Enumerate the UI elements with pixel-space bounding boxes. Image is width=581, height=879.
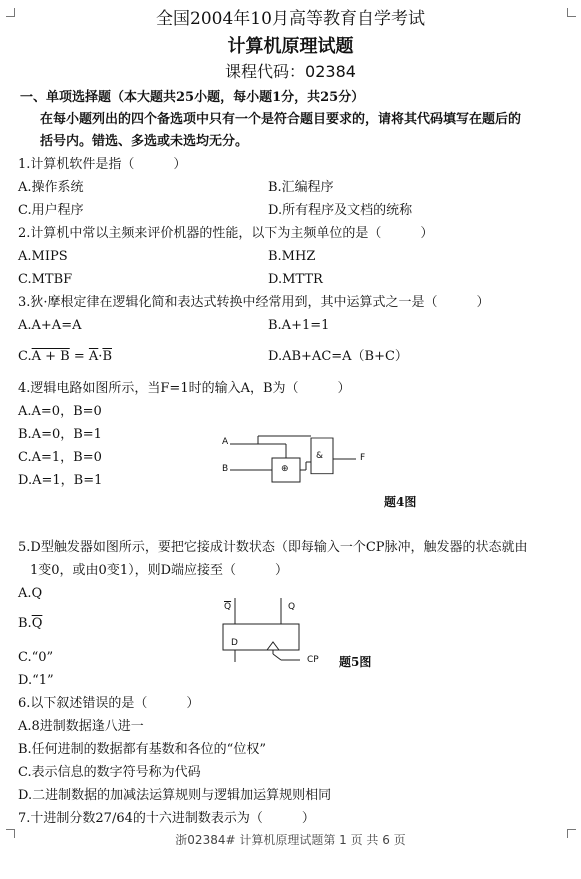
logic-circuit-diagram xyxy=(218,432,378,492)
logic-circuit-figure xyxy=(218,432,378,492)
question-6-option-c: C.表示信息的数字符号称为代码 xyxy=(18,765,201,780)
question-1-option-d: D.所有程序及文档的统称 xyxy=(268,203,413,218)
fig4-label-f: F xyxy=(360,453,366,463)
fig5-label-d: D xyxy=(231,638,238,648)
question-1-option-c: C.用户程序 xyxy=(18,203,84,218)
question-2-option-c: C.MTBF xyxy=(18,272,73,287)
question-5-stem-line2: 1变0，或由0变1），则D端应接至（ ） xyxy=(30,563,289,578)
question-3-option-b: B.A+1=1 xyxy=(268,318,330,333)
question-5-option-c: C.“0” xyxy=(18,650,54,665)
question-4-option-c: C.A=1，B=0 xyxy=(18,450,102,465)
fig5-label-q: Q xyxy=(288,602,296,612)
question-5-option-d: D.“1” xyxy=(18,673,54,688)
question-6-stem: 6.以下叙述错误的是（ ） xyxy=(18,696,200,711)
formula-lhs-overlined: A + B xyxy=(31,349,70,364)
question-2-option-d: D.MTTR xyxy=(268,272,323,287)
question-3-option-d: D.AB+AC=A（B+C） xyxy=(268,349,408,364)
question-3-option-c xyxy=(18,349,112,365)
course-code: 课程代码：02384 xyxy=(225,62,356,81)
question-3-stem: 3.狄·摩根定律在逻辑化简和表达式转换中经常用到，其中运算式之一是（ ） xyxy=(18,295,490,310)
question-4-option-a: A.A=0，B=0 xyxy=(18,404,102,419)
question-5-option-b-label: B. xyxy=(18,616,32,631)
subject-title: 计算机原理试题 xyxy=(227,36,354,57)
fig5-label-cp: CP xyxy=(307,655,319,665)
question-2-option-b: B.MHZ xyxy=(268,249,316,264)
question-1-stem: 1.计算机软件是指（ ） xyxy=(18,157,187,172)
formula-b-bar: $\overline{B}$ xyxy=(102,349,112,364)
question-5-option-b xyxy=(18,616,42,632)
section-heading: 一、单项选择题（本大题共25小题，每小题1分，共25分） xyxy=(20,90,365,105)
question-4-option-d: D.A=1，B=1 xyxy=(18,473,103,488)
question-4-option-b: B.A=0，B=1 xyxy=(18,427,102,442)
question-6-option-a: A.8进制数据逢八进一 xyxy=(18,719,144,734)
exam-title: 全国2004年10月高等教育自学考试 xyxy=(156,9,425,29)
q-bar-symbol: $\overline{Q}$ xyxy=(31,616,43,631)
section-instructions-line1: 在每小题列出的四个备选项中只有一个是符合题目要求的，请将其代码填写在题后的 xyxy=(40,112,522,127)
question-2-option-a: A.MIPS xyxy=(18,249,68,264)
formula-dot: · xyxy=(98,349,103,364)
formula-equals: = xyxy=(69,349,89,364)
page-footer: 浙02384# 计算机原理试题第 1 页 共 6 页 xyxy=(175,833,406,847)
formula-a-bar: $\overline{A}$ xyxy=(88,349,99,364)
question-5-stem-line1: 5.D型触发器如图所示，要把它接成计数状态（即每输入一个CP脉冲，触发器的状态就由 xyxy=(18,540,528,555)
question-1-option-a: A.操作系统 xyxy=(18,180,84,195)
question-2-stem: 2.计算机中常以主频来评价机器的性能，以下为主频单位的是（ ） xyxy=(18,226,434,241)
question-6-option-b: B.任何进制的数据都有基数和各位的“位权” xyxy=(18,742,266,757)
question-7-stem: 7.十进制分数27/64的十六进制数表示为（ ） xyxy=(18,811,315,826)
d-flipflop-figure xyxy=(215,594,335,669)
question-1-option-b: B.汇编程序 xyxy=(268,180,334,195)
fig4-and-symbol: & xyxy=(316,451,324,461)
question-5-option-a: A.Q xyxy=(18,586,43,601)
fig4-label-a: A xyxy=(222,437,229,447)
question-3-option-c-label: C. xyxy=(18,349,32,364)
fig5-label-qbar: $\overline{Q}$ xyxy=(224,602,232,612)
section-instructions-line2: 括号内。错选、多选或未选均无分。 xyxy=(40,134,249,149)
figure-5-caption: 题5图 xyxy=(339,655,372,669)
fig4-xor-symbol: ⊕ xyxy=(281,464,289,474)
question-3-option-a: A.A+A=A xyxy=(18,318,82,333)
figure-4-caption: 题4图 xyxy=(384,495,417,509)
question-4-stem: 4.逻辑电路如图所示，当F=1时的输入A，B为（ ） xyxy=(18,381,351,396)
fig4-label-b: B xyxy=(222,464,229,474)
question-6-option-d: D.二进制数据的加减法运算规则与逻辑加运算规则相同 xyxy=(18,788,332,803)
